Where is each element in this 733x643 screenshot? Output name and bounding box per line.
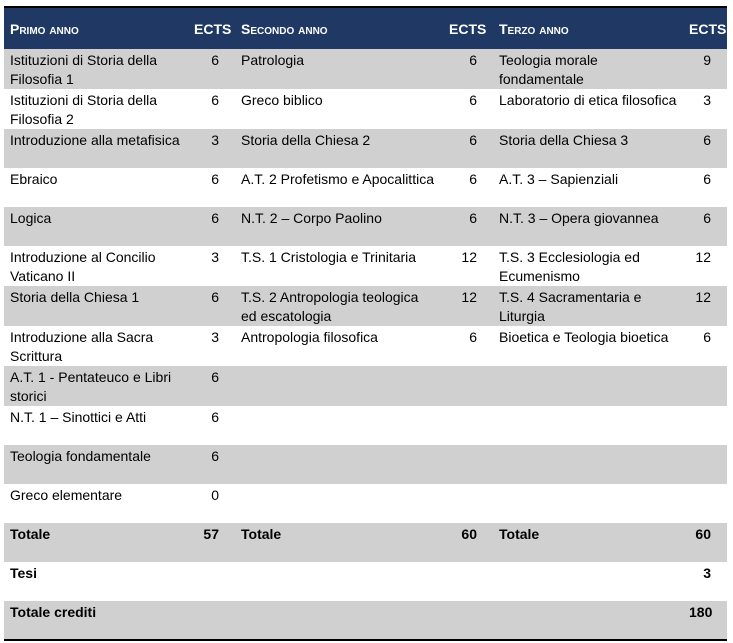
- ects-year1: 6: [211, 52, 219, 68]
- table-row: [4, 445, 727, 484]
- course-year1: Teologia fondamentale: [10, 448, 151, 464]
- course-year1: Introduzione alla metafisica: [10, 132, 180, 148]
- ects-year2: 6: [469, 329, 477, 345]
- ects-year3: [683, 366, 727, 406]
- ects-year1: 3: [211, 329, 219, 345]
- curriculum-table-wrapper: [4, 6, 727, 641]
- ects-year2: [443, 366, 493, 406]
- table-header-row: [4, 7, 727, 49]
- ects-year3: 12: [695, 289, 711, 305]
- course-year1: Istituzioni di Storia della Filosofia 2: [10, 92, 158, 127]
- ects-year2: 6: [469, 92, 477, 108]
- table-row: [4, 484, 727, 523]
- course-year1: Istituzioni di Storia della Filosofia 1: [10, 52, 158, 87]
- total-label-3: Totale: [499, 526, 540, 542]
- ects-year3: 6: [703, 210, 711, 226]
- course-year3: Teologia morale fondamentale: [499, 52, 598, 87]
- course-year2: Antropologia filosofica: [241, 329, 378, 345]
- table-row: [4, 49, 727, 89]
- course-year1: N.T. 1 – Sinottici e Atti: [10, 409, 147, 425]
- course-year2: A.T. 2 Profetismo e Apocalittica: [241, 171, 434, 187]
- table-row: [4, 246, 727, 286]
- ects-year2: 6: [469, 52, 477, 68]
- ects-year1: 6: [211, 369, 219, 385]
- header-ects-1: ECTS: [188, 7, 235, 49]
- total-label-2: Totale: [241, 526, 282, 542]
- course-year3: N.T. 3 – Opera giovannea: [499, 210, 659, 226]
- header-primo-anno: Primo anno: [4, 7, 188, 49]
- ects-year3: 9: [703, 52, 711, 68]
- course-year2: Greco biblico: [241, 92, 323, 108]
- totale-crediti-value: 180: [683, 601, 727, 640]
- course-year2: T.S. 1 Cristologia e Trinitaria: [241, 249, 417, 265]
- ects-year1: 6: [211, 448, 219, 464]
- ects-year3: 6: [703, 329, 711, 345]
- header-ects-3: ECTS: [683, 7, 727, 49]
- course-year2: N.T. 2 – Corpo Paolino: [241, 210, 382, 226]
- course-year1: Storia della Chiesa 1: [10, 289, 140, 305]
- table-row: [4, 89, 727, 129]
- ects-year1: 3: [211, 132, 219, 148]
- ects-year3: 3: [703, 92, 711, 108]
- ects-year2: [443, 406, 493, 445]
- course-year1: Introduzione al Concilio Vaticano II: [10, 249, 156, 284]
- ects-year3: [683, 445, 727, 484]
- table-row: [4, 168, 727, 207]
- tesi-label: Tesi: [10, 565, 37, 581]
- ects-year2: 6: [469, 210, 477, 226]
- totale-crediti-row: [4, 601, 727, 640]
- ects-year2: 12: [461, 249, 477, 265]
- course-year3: T.S. 3 Ecclesiologia ed Ecumenismo: [499, 249, 640, 284]
- ects-year2: [443, 445, 493, 484]
- course-year1: Greco elementare: [10, 487, 123, 503]
- curriculum-table: [4, 6, 727, 641]
- ects-year3: [683, 484, 727, 523]
- course-year1: A.T. 1 - Pentateuco e Libri storici: [10, 369, 172, 404]
- totale-crediti-label: Totale crediti: [4, 601, 683, 640]
- header-secondo-anno: Secondo anno: [235, 7, 443, 49]
- header-ects-2: ECTS: [443, 7, 493, 49]
- course-year2: Patrologia: [241, 52, 305, 68]
- header-terzo-anno: Terzo anno: [493, 7, 683, 49]
- ects-year1: 6: [211, 409, 219, 425]
- course-year3: [493, 366, 683, 406]
- course-year3: A.T. 3 – Sapienziali: [499, 171, 619, 187]
- course-year2: T.S. 2 Antropologia teologica ed escatologia: [241, 289, 419, 324]
- course-year3: [493, 484, 683, 523]
- course-year2: [235, 445, 443, 484]
- ects-year3: 12: [695, 249, 711, 265]
- course-year2: [235, 484, 443, 523]
- table-row: [4, 207, 727, 246]
- ects-year3: 6: [703, 132, 711, 148]
- ects-year2: [443, 484, 493, 523]
- total-value-2: 60: [461, 526, 477, 542]
- course-year1: Introduzione alla Sacra Scrittura: [10, 329, 154, 364]
- course-year3: [493, 406, 683, 445]
- course-year3: Bioetica e Teologia bioetica: [499, 329, 669, 345]
- table-row: [4, 326, 727, 366]
- ects-year2: 12: [461, 289, 477, 305]
- course-year3: Storia della Chiesa 3: [499, 132, 629, 148]
- total-value-1: 57: [203, 526, 219, 542]
- ects-year1: 6: [211, 171, 219, 187]
- tesi-row: [4, 562, 727, 601]
- table-row: [4, 129, 727, 168]
- table-row: [4, 366, 727, 406]
- ects-year1: 3: [211, 249, 219, 265]
- course-year1: Logica: [10, 210, 52, 226]
- course-year2: [235, 366, 443, 406]
- course-year2: [235, 406, 443, 445]
- table-row: [4, 406, 727, 445]
- ects-year1: 6: [211, 210, 219, 226]
- total-value-3: 60: [695, 526, 711, 542]
- totals-row: [4, 523, 727, 562]
- course-year3: T.S. 4 Sacramentaria e Liturgia: [499, 289, 642, 324]
- ects-year1: 0: [211, 487, 219, 503]
- ects-year2: 6: [469, 132, 477, 148]
- ects-year3: [683, 406, 727, 445]
- course-year3: Laboratorio di etica filosofica: [499, 92, 677, 108]
- course-year3: [493, 445, 683, 484]
- course-year1: Ebraico: [10, 171, 58, 187]
- ects-year1: 6: [211, 92, 219, 108]
- total-label-1: Totale: [10, 526, 51, 542]
- ects-year1: 6: [211, 289, 219, 305]
- tesi-value: 3: [703, 565, 711, 581]
- course-year2: Storia della Chiesa 2: [241, 132, 371, 148]
- ects-year3: 6: [703, 171, 711, 187]
- ects-year2: 6: [469, 171, 477, 187]
- table-body: [4, 49, 727, 640]
- table-row: [4, 286, 727, 326]
